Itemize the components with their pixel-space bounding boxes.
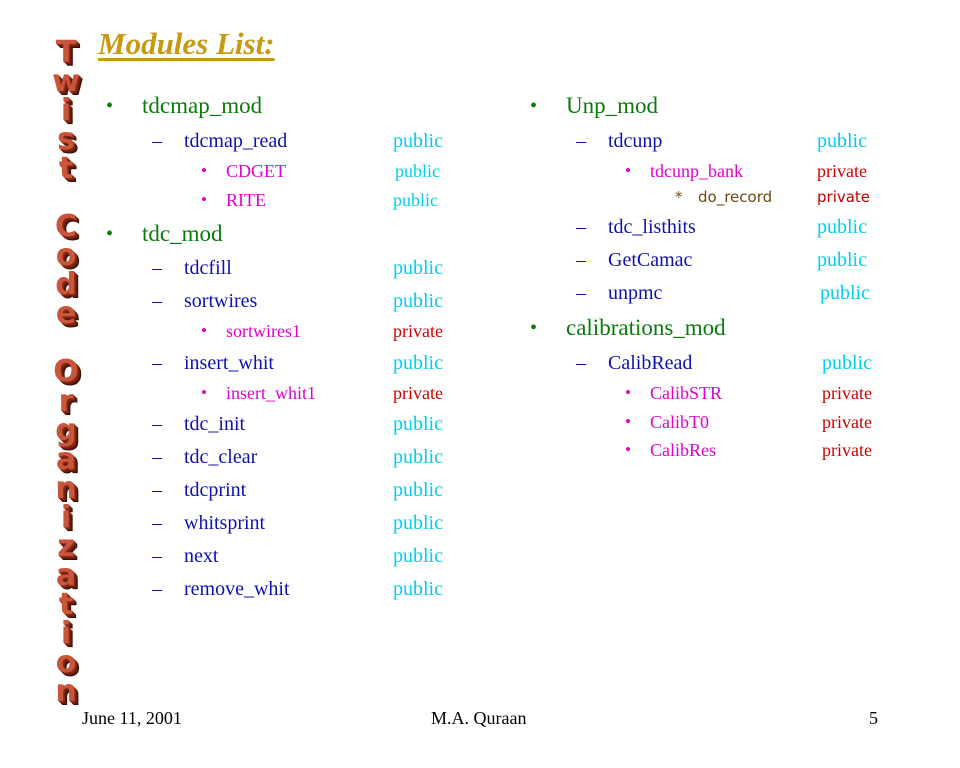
sidebar-letter: r [58, 383, 74, 419]
subroutine-name: do_record [698, 188, 773, 206]
bullet-icon: • [201, 161, 207, 180]
subroutine-name: RITE [226, 190, 266, 210]
routine-name: unpmc [608, 282, 663, 304]
scope-label: public [393, 413, 443, 435]
bullet-icon: • [625, 161, 631, 180]
dash-icon: – [576, 249, 586, 271]
scope-label: public [820, 282, 870, 304]
sidebar-letter: O [53, 354, 79, 390]
scope-label: public [393, 578, 443, 600]
sidebar-letter: n [55, 673, 77, 709]
dash-icon: – [576, 130, 586, 152]
dash-icon: – [152, 512, 162, 534]
scope-label: public [393, 190, 438, 210]
scope-label: public [393, 479, 443, 501]
scope-label: public [393, 257, 443, 279]
routine-name: tdcfill [184, 257, 232, 279]
sidebar-letter: i [60, 93, 72, 129]
scope-label: private [822, 383, 872, 403]
scope-label: public [817, 216, 867, 238]
scope-label: private [817, 161, 867, 181]
routine-name: remove_whit [184, 578, 290, 600]
routine-name: next [184, 545, 219, 567]
sidebar-letter: i [60, 499, 72, 535]
scope-label: private [817, 188, 871, 206]
sidebar-letter: n [55, 470, 77, 506]
dash-icon: – [152, 257, 162, 279]
dash-icon: – [152, 290, 162, 312]
dash-icon: – [576, 352, 586, 374]
bullet-icon: • [106, 223, 114, 245]
subroutine-name: CalibRes [650, 440, 716, 460]
routine-name: tdcprint [184, 479, 247, 501]
bullet-icon: • [201, 383, 207, 402]
dash-icon: – [152, 446, 162, 468]
slide-title: Modules List: [98, 26, 275, 61]
subroutine-name: sortwires1 [226, 321, 301, 341]
routine-name: tdcmap_read [184, 130, 288, 152]
dash-icon: – [152, 578, 162, 600]
sidebar-letter: s [57, 122, 75, 158]
dash-icon: – [152, 479, 162, 501]
bullet-icon: • [625, 440, 631, 459]
scope-label: private [393, 321, 443, 341]
scope-label: public [393, 352, 443, 374]
routine-name: tdc_listhits [608, 216, 696, 238]
scope-label: public [817, 130, 867, 152]
sidebar-letter: t [58, 586, 74, 622]
subroutine-name: CalibT0 [650, 412, 709, 432]
sidebar-letter: a [55, 557, 77, 593]
scope-label: public [393, 446, 443, 468]
routine-name: insert_whit [184, 352, 274, 374]
sidebar-letter: d [55, 267, 77, 303]
subroutine-name: tdcunp_bank [650, 161, 743, 181]
scope-label: public [393, 290, 443, 312]
routine-name: CalibRead [608, 352, 693, 374]
scope-label: public [393, 512, 443, 534]
routine-name: tdc_clear [184, 446, 258, 468]
bullet-icon: • [201, 190, 207, 209]
page-number: 5 [869, 708, 878, 728]
sidebar-letter: o [55, 644, 77, 680]
module-name: calibrations_mod [566, 315, 726, 340]
dash-icon: – [576, 216, 586, 238]
module-name: tdc_mod [142, 221, 223, 246]
sidebar-letter: g [55, 412, 77, 448]
dash-icon: – [152, 130, 162, 152]
sidebar-letter: i [60, 615, 72, 651]
sidebar-letter: z [57, 528, 75, 564]
routine-name: sortwires [184, 290, 258, 312]
dash-icon: – [152, 545, 162, 567]
bullet-icon: • [201, 321, 207, 340]
sidebar-letter: T [55, 35, 77, 70]
scope-label: public [393, 545, 443, 567]
dash-icon: – [152, 352, 162, 374]
sidebar-letter: t [58, 151, 74, 187]
routine-name: GetCamac [608, 249, 693, 271]
bullet-icon: • [106, 95, 114, 117]
sidebar-letter: w [52, 64, 80, 100]
scope-label: private [393, 383, 443, 403]
sidebar-3d-title [40, 35, 92, 709]
bullet-icon: • [625, 383, 631, 402]
subroutine-name: insert_whit1 [226, 383, 316, 403]
scope-label: public [822, 352, 872, 374]
bullet-icon: • [530, 317, 538, 339]
module-name: tdcmap_mod [142, 93, 263, 118]
footer-author: M.A. Quraan [431, 708, 527, 728]
sidebar-letter: e [55, 296, 77, 332]
dash-icon: – [152, 413, 162, 435]
module-name: Unp_mod [566, 93, 658, 118]
sidebar-letter: a [55, 441, 77, 477]
scope-label: public [393, 130, 443, 152]
subroutine-name: CalibSTR [650, 383, 723, 403]
scope-label: public [817, 249, 867, 271]
asterisk-icon: * [675, 188, 683, 206]
routine-name: tdc_init [184, 413, 246, 435]
scope-label: public [395, 161, 440, 181]
scope-label: private [822, 412, 872, 432]
dash-icon: – [576, 282, 586, 304]
sidebar-letter: C [54, 209, 78, 245]
bullet-icon: • [625, 412, 631, 431]
subroutine-name: CDGET [226, 161, 286, 181]
sidebar-letter: o [55, 238, 77, 274]
bullet-icon: • [530, 95, 538, 117]
routine-name: whitsprint [184, 512, 266, 534]
footer-date: June 11, 2001 [82, 708, 182, 728]
routine-name: tdcunp [608, 130, 663, 152]
scope-label: private [822, 440, 872, 460]
